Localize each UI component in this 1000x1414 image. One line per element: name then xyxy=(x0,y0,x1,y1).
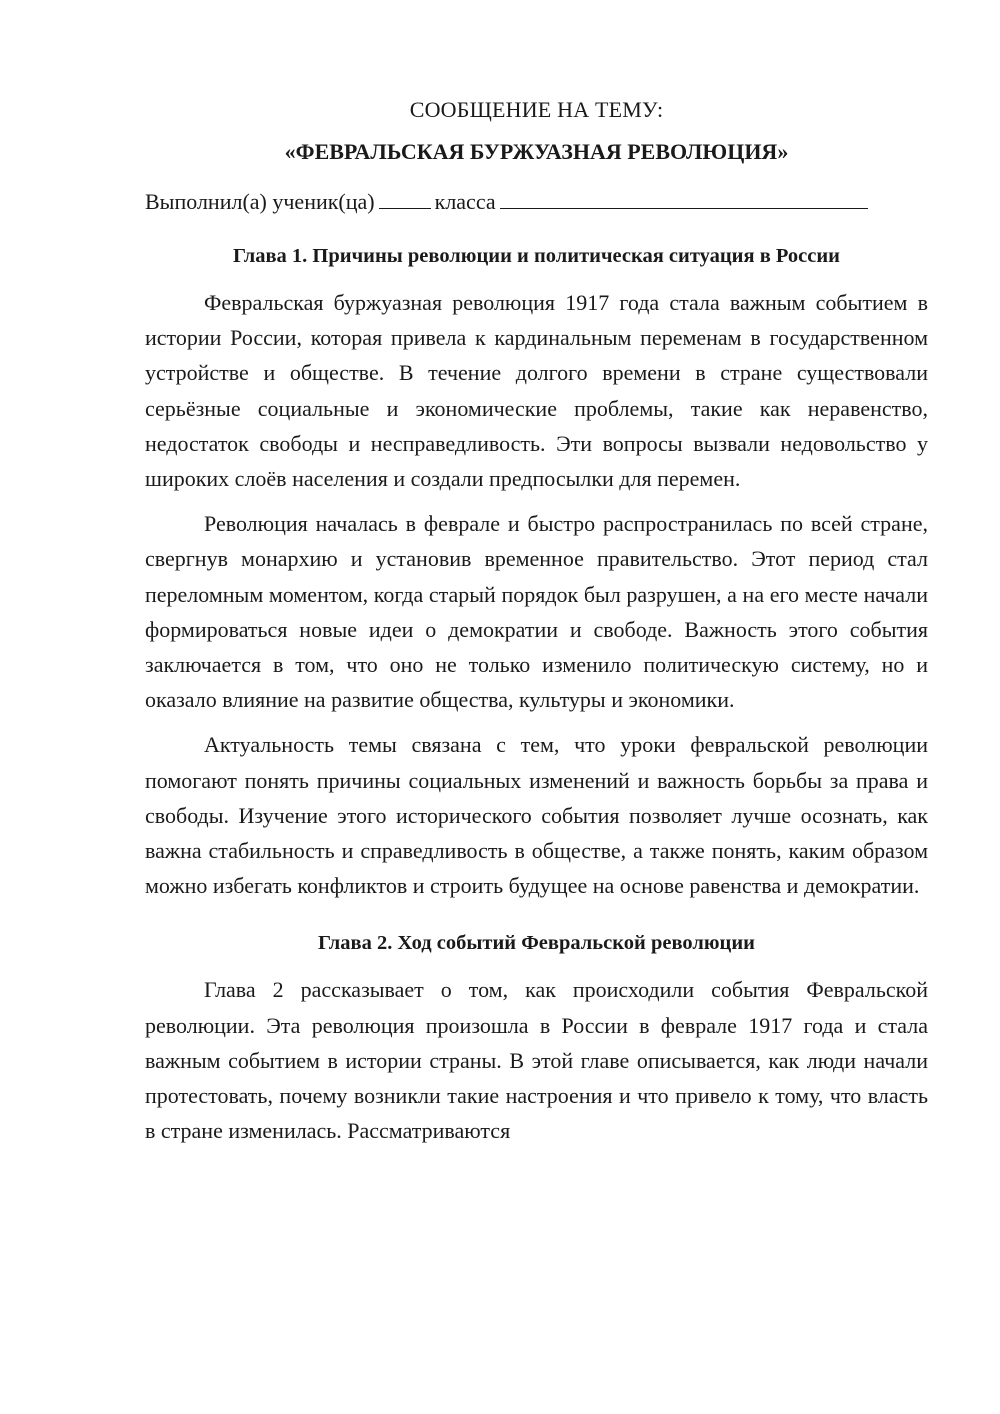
author-line xyxy=(145,184,928,220)
chapter-1-heading: Глава 1. Причины революции и политическая ситуация в России xyxy=(233,245,840,267)
name-blank-field[interactable] xyxy=(500,186,868,209)
chapter-1-paragraph-3: Актуальность темы связана с тем, что уроки февральской революции помогают понять причины социальных изменений и важность борьбы за права и свободы. Изучение этого исторического события позволяет лучше осознать, как важна стабильность и справедливость в обществе, а также понять, каким образом можно избегать конфликтов и строить будущее на основе равенства и демократии. xyxy=(145,732,928,899)
author-prefix: Выполнил(а) ученик(ца) xyxy=(145,189,375,214)
chapter-1-paragraph-1: Февральская буржуазная революция 1917 года стала важным событием в истории России, которая привела к кардинальным переменам в государственном устройстве и обществе. В течение долгого времени в стране существовали серьёзные социальные и экономические проблемы, такие как неравенство, недостаток свободы и несправедливость. Эти вопросы вызвали недовольство у широких слоёв населения и создали предпосылки для перемен. xyxy=(145,290,928,492)
chapter-1-paragraph-2: Революция началась в феврале и быстро распространилась по всей стране, свергнув монархию и установив временное правительство. Этот период стал переломным моментом, когда старый порядок был разрушен, а на его месте начали формироваться новые идеи о демократии и свободе. Важность этого события заключается в том, что оно не только изменило политическую систему, но и оказало влияние на развитие общества, культуры и экономики. xyxy=(145,511,928,713)
document-content xyxy=(145,92,928,1148)
chapter-2-heading: Глава 2. Ход событий Февральской революции xyxy=(318,932,755,955)
document-title: «ФЕВРАЛЬСКАЯ БУРЖУАЗНАЯ РЕВОЛЮЦИЯ» xyxy=(284,139,789,164)
chapter-2-paragraph-1: Глава 2 рассказывает о том, как происходили события Февральской революции. Эта революция произошла в России в феврале 1917 года и стала важным событием в истории страны. В этой главе описывается, как люди начали протестовать, почему возникли такие настроения и что привело к тому, что власть в стране изменилась. Рассматриваются xyxy=(145,977,928,1144)
class-blank-field[interactable] xyxy=(379,186,431,209)
author-class-word: класса xyxy=(434,189,496,214)
document-label: СООБЩЕНИЕ НА ТЕМУ: xyxy=(409,97,664,122)
